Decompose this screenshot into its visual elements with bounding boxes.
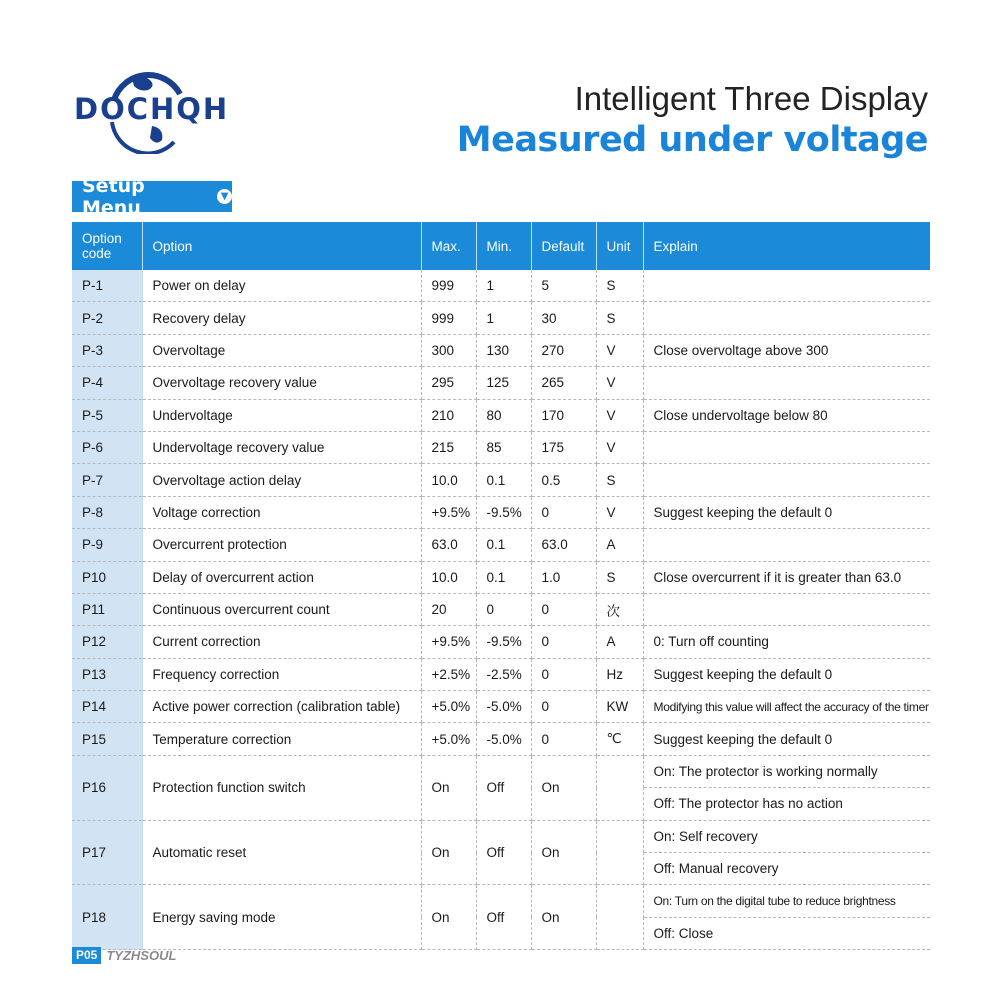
cell-max: 999: [421, 270, 476, 302]
table-row: [72, 334, 930, 366]
cell-default: 0: [531, 691, 596, 723]
cell-max: 20: [421, 593, 476, 625]
cell-max: On: [421, 755, 476, 820]
table-row: [72, 367, 930, 399]
cell-unit: ℃: [596, 723, 643, 755]
cell-max: 300: [421, 334, 476, 366]
cell-max: 63.0: [421, 529, 476, 561]
cell-max: +2.5%: [421, 658, 476, 690]
table-row: [72, 593, 930, 625]
cell-unit: V: [596, 334, 643, 366]
cell-min: Off: [476, 755, 531, 820]
col-header-unit: Unit: [596, 222, 643, 270]
cell-option: Delay of overcurrent action: [142, 561, 421, 593]
cell-min: -5.0%: [476, 723, 531, 755]
cell-unit: [596, 755, 643, 820]
cell-explain: [643, 270, 930, 302]
col-header-default: Default: [531, 222, 596, 270]
cell-option: Undervoltage recovery value: [142, 431, 421, 463]
cell-max: +5.0%: [421, 691, 476, 723]
cell-option: Recovery delay: [142, 302, 421, 334]
cell-min: 85: [476, 431, 531, 463]
cell-min: 0.1: [476, 561, 531, 593]
cell-code: P14: [72, 691, 142, 723]
cell-option: Overvoltage recovery value: [142, 367, 421, 399]
cell-default: On: [531, 885, 596, 950]
table-row: [72, 399, 930, 431]
cell-unit: A: [596, 529, 643, 561]
cell-default: 0: [531, 658, 596, 690]
cell-option: Temperature correction: [142, 723, 421, 755]
cell-option: Active power correction (calibration table): [142, 691, 421, 723]
cell-max: 210: [421, 399, 476, 431]
cell-default: 265: [531, 367, 596, 399]
cell-code: P-2: [72, 302, 142, 334]
cell-explain: 0: Turn off counting: [643, 626, 930, 658]
cell-code: P12: [72, 626, 142, 658]
cell-unit: 次: [596, 593, 643, 625]
cell-explain: [643, 593, 930, 625]
cell-default: 270: [531, 334, 596, 366]
brand-logo: [74, 64, 230, 154]
table-row: [72, 496, 930, 528]
brand-name: DOCHQH: [74, 92, 230, 126]
table-row: [72, 755, 930, 787]
cell-default: 5: [531, 270, 596, 302]
cell-unit: S: [596, 561, 643, 593]
cell-unit: [596, 820, 643, 885]
cell-default: 30: [531, 302, 596, 334]
cell-code: P-1: [72, 270, 142, 302]
cell-option: Energy saving mode: [142, 885, 421, 950]
chevron-down-icon: ▼: [217, 189, 232, 204]
cell-option: Automatic reset: [142, 820, 421, 885]
cell-default: 175: [531, 431, 596, 463]
cell-default: 0: [531, 723, 596, 755]
cell-option: Protection function switch: [142, 755, 421, 820]
cell-unit: A: [596, 626, 643, 658]
cell-explain: Close undervoltage below 80: [643, 399, 930, 431]
cell-unit: S: [596, 464, 643, 496]
cell-code: P13: [72, 658, 142, 690]
cell-code: P-4: [72, 367, 142, 399]
cell-min: -9.5%: [476, 626, 531, 658]
cell-option: Continuous overcurrent count: [142, 593, 421, 625]
col-header-explain: Explain: [643, 222, 930, 270]
cell-code: P10: [72, 561, 142, 593]
cell-default: 1.0: [531, 561, 596, 593]
cell-min: -2.5%: [476, 658, 531, 690]
cell-explain: Close overvoltage above 300: [643, 334, 930, 366]
cell-min: Off: [476, 820, 531, 885]
cell-max: On: [421, 820, 476, 885]
cell-code: P18: [72, 885, 142, 950]
cell-max: +9.5%: [421, 496, 476, 528]
cell-min: -5.0%: [476, 691, 531, 723]
cell-min: 0.1: [476, 464, 531, 496]
cell-option: Voltage correction: [142, 496, 421, 528]
setup-menu-label: Setup Menu: [82, 174, 145, 219]
cell-max: 10.0: [421, 561, 476, 593]
table-row: [72, 529, 930, 561]
col-header-code: Option code: [72, 222, 142, 270]
cell-min: 0: [476, 593, 531, 625]
cell-explain: [643, 431, 930, 463]
setup-menu-table: [72, 222, 930, 950]
table-row: [72, 723, 930, 755]
cell-min: -9.5%: [476, 496, 531, 528]
cell-min: 0.1: [476, 529, 531, 561]
cell-explain: [643, 529, 930, 561]
cell-explain: [643, 464, 930, 496]
cell-min: 130: [476, 334, 531, 366]
col-header-min: Min.: [476, 222, 531, 270]
page-number: P05: [72, 947, 101, 964]
cell-unit: S: [596, 270, 643, 302]
cell-explain: On: The protector is working normally: [643, 755, 930, 787]
cell-max: 999: [421, 302, 476, 334]
table-row: [72, 431, 930, 463]
cell-max: +5.0%: [421, 723, 476, 755]
cell-min: Off: [476, 885, 531, 950]
cell-option: Power on delay: [142, 270, 421, 302]
cell-unit: V: [596, 367, 643, 399]
cell-option: Undervoltage: [142, 399, 421, 431]
cell-code: P15: [72, 723, 142, 755]
cell-max: On: [421, 885, 476, 950]
col-header-max: Max.: [421, 222, 476, 270]
table-row: [72, 302, 930, 334]
table-row: [72, 691, 930, 723]
page-footer: [72, 947, 176, 964]
cell-default: 0.5: [531, 464, 596, 496]
cell-unit: [596, 885, 643, 950]
table-row: [72, 626, 930, 658]
cell-option: Frequency correction: [142, 658, 421, 690]
cell-max: 10.0: [421, 464, 476, 496]
cell-explain: [643, 367, 930, 399]
cell-default: 0: [531, 593, 596, 625]
cell-unit: V: [596, 496, 643, 528]
page-subtitle: Measured under voltage: [456, 120, 928, 160]
cell-option: Overvoltage action delay: [142, 464, 421, 496]
cell-explain: On: Self recovery: [643, 820, 930, 852]
cell-explain: Suggest keeping the default 0: [643, 496, 930, 528]
cell-explain: Off: Manual recovery: [643, 853, 930, 885]
cell-option: Current correction: [142, 626, 421, 658]
cell-code: P-5: [72, 399, 142, 431]
cell-unit: V: [596, 431, 643, 463]
col-header-option: Option: [142, 222, 421, 270]
cell-explain: [643, 302, 930, 334]
cell-default: On: [531, 820, 596, 885]
table-row: [72, 820, 930, 852]
cell-code: P-7: [72, 464, 142, 496]
cell-default: 170: [531, 399, 596, 431]
cell-unit: Hz: [596, 658, 643, 690]
cell-explain: On: Turn on the digital tube to reduce brightness: [643, 885, 930, 917]
cell-max: 215: [421, 431, 476, 463]
cell-explain: Off: The protector has no action: [643, 788, 930, 820]
setup-menu-tab[interactable]: [72, 174, 232, 219]
cell-code: P11: [72, 593, 142, 625]
footer-brand: TYZHSOUL: [106, 948, 177, 963]
cell-explain: Suggest keeping the default 0: [643, 658, 930, 690]
cell-default: 63.0: [531, 529, 596, 561]
page-title: Intelligent Three Display: [574, 80, 928, 117]
table-header-row: [72, 222, 930, 270]
cell-default: 0: [531, 626, 596, 658]
table-row: [72, 658, 930, 690]
cell-max: +9.5%: [421, 626, 476, 658]
cell-unit: S: [596, 302, 643, 334]
cell-max: 295: [421, 367, 476, 399]
cell-unit: KW: [596, 691, 643, 723]
cell-code: P17: [72, 820, 142, 885]
table-row: [72, 270, 930, 302]
table-row: [72, 464, 930, 496]
cell-default: 0: [531, 496, 596, 528]
cell-default: On: [531, 755, 596, 820]
table-row: [72, 561, 930, 593]
cell-min: 125: [476, 367, 531, 399]
cell-option: Overcurrent protection: [142, 529, 421, 561]
cell-min: 1: [476, 302, 531, 334]
cell-explain: Modifying this value will affect the accuracy of the timer: [643, 691, 930, 723]
cell-option: Overvoltage: [142, 334, 421, 366]
cell-code: P16: [72, 755, 142, 820]
cell-code: P-9: [72, 529, 142, 561]
cell-explain: Off: Close: [643, 917, 930, 949]
cell-min: 80: [476, 399, 531, 431]
cell-unit: V: [596, 399, 643, 431]
table-row: [72, 885, 930, 917]
cell-code: P-3: [72, 334, 142, 366]
cell-explain: Suggest keeping the default 0: [643, 723, 930, 755]
cell-explain: Close overcurrent if it is greater than 63.0: [643, 561, 930, 593]
cell-min: 1: [476, 270, 531, 302]
cell-code: P-6: [72, 431, 142, 463]
cell-code: P-8: [72, 496, 142, 528]
